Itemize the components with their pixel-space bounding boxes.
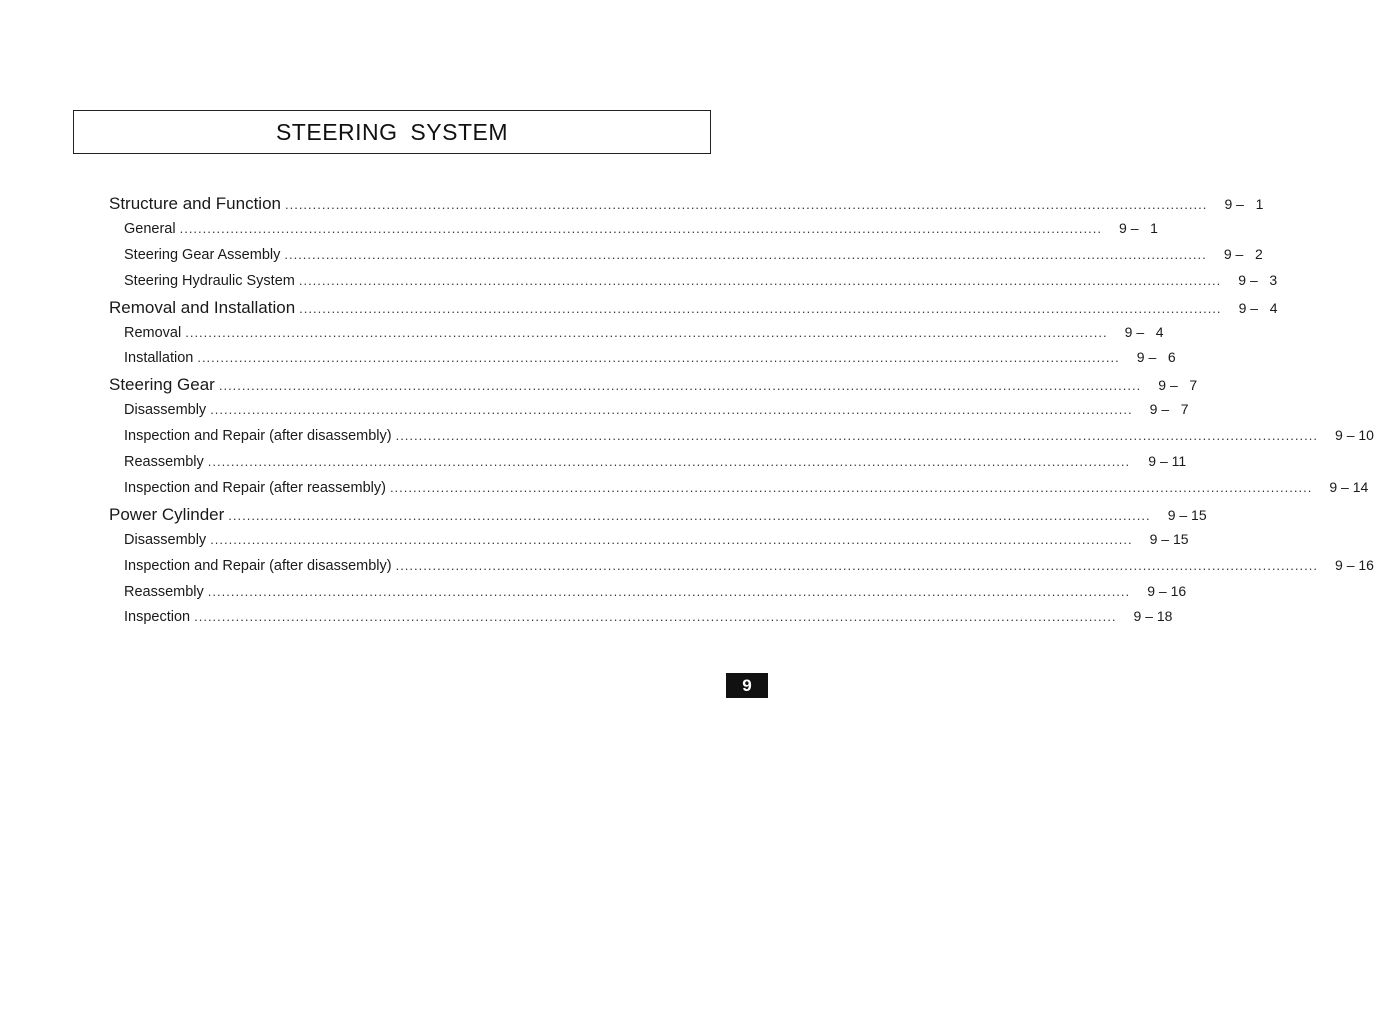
toc-entry-page: 9 – 4 — [1238, 299, 1278, 316]
toc-entry-label: Steering Gear — [109, 375, 215, 395]
toc-entry-page: 9 – 11 — [1148, 453, 1187, 469]
toc-entry-label: Steering Hydraulic System — [124, 272, 295, 289]
toc-leader-dots: ........................................................................................................................................................................................................ — [389, 479, 1313, 495]
toc-entry-label: Disassembly — [124, 402, 207, 419]
toc-entry-label: General — [124, 220, 176, 237]
toc-entry-page: 9 – 7 — [1149, 401, 1189, 418]
toc-subsection-entry[interactable] — [124, 219, 1158, 244]
toc-section-entry[interactable] — [109, 504, 1207, 529]
toc-subsection-entry[interactable] — [124, 478, 1369, 503]
section-tab — [726, 673, 768, 698]
toc-entry-page: 9 – 1 — [1119, 219, 1158, 236]
toc-subsection-entry[interactable] — [124, 582, 1187, 607]
toc-entry-page: 9 – 14 — [1329, 478, 1369, 495]
toc-entry-page: 9 – 7 — [1158, 377, 1198, 394]
toc-entry-label: Disassembly — [124, 531, 207, 548]
toc-leader-dots: ........................................................................................................................................................................................................ — [179, 220, 1102, 236]
toc-entry-page: 9 – 4 — [1124, 323, 1164, 340]
toc-leader-dots: ........................................................................................................................................................................................................ — [284, 197, 1208, 212]
toc-entry-page: 9 – 18 — [1133, 608, 1173, 625]
toc-leader-dots: ........................................................................................................................................................................................................ — [395, 557, 1318, 573]
toc-leader-dots: ........................................................................................................................................................................................................ — [207, 454, 1131, 469]
toc-entry-page: 9 – 15 — [1167, 506, 1207, 523]
toc-subsection-entry[interactable] — [124, 245, 1263, 270]
toc-subsection-entry[interactable] — [124, 427, 1374, 451]
toc-entry-page: 9 – 3 — [1238, 271, 1278, 288]
toc-entry-label: Inspection and Repair (after reassembly) — [124, 479, 386, 496]
page-title-box — [73, 110, 711, 154]
toc-leader-dots: ........................................................................................................................................................................................................ — [299, 300, 1222, 316]
toc-entry-page: 9 – 2 — [1223, 245, 1263, 262]
toc-entry-page: 9 – 16 — [1335, 556, 1374, 573]
toc-subsection-entry[interactable] — [124, 530, 1189, 555]
toc-entry-page: 9 – 1 — [1224, 196, 1264, 212]
toc-entry-label: Removal — [124, 324, 182, 341]
toc-entry-label: Reassembly — [124, 454, 204, 470]
toc-entry-label: Inspection — [124, 609, 191, 626]
toc-leader-dots: ........................................................................................................................................................................................................ — [185, 324, 1108, 340]
toc-entry-label: Removal and Installation — [109, 297, 296, 317]
page-title: STEERING SYSTEM — [275, 118, 509, 145]
toc-leader-dots: ........................................................................................................................................................................................................ — [197, 350, 1120, 366]
toc-leader-dots: ........................................................................................................................................................................................................ — [210, 402, 1133, 418]
toc-leader-dots: ........................................................................................................................................................................................................ — [284, 246, 1207, 262]
toc-subsection-entry[interactable] — [124, 608, 1173, 632]
toc-section-entry[interactable] — [109, 297, 1278, 322]
toc-leader-dots: ........................................................................................................................................................................................................ — [207, 583, 1131, 599]
toc-section-entry[interactable] — [109, 375, 1198, 399]
toc-subsection-entry[interactable] — [124, 271, 1278, 296]
toc-leader-dots: ........................................................................................................................................................................................................ — [218, 378, 1142, 394]
toc-subsection-entry[interactable] — [124, 401, 1189, 425]
toc-subsection-entry[interactable] — [124, 349, 1176, 373]
toc-subsection-entry[interactable] — [124, 453, 1187, 477]
toc-entry-page: 9 – 10 — [1335, 427, 1374, 444]
section-tab-number: 9 — [742, 675, 752, 695]
toc-entry-label: Reassembly — [124, 583, 204, 600]
toc-entry-page: 9 – 6 — [1136, 349, 1176, 366]
toc-entry-label: Structure and Function — [109, 194, 281, 213]
toc-leader-dots: ........................................................................................................................................................................................................ — [395, 428, 1318, 444]
toc-subsection-entry[interactable] — [124, 556, 1374, 581]
toc-subsection-entry[interactable] — [124, 323, 1164, 348]
toc-leader-dots: ........................................................................................................................................................................................................ — [298, 272, 1222, 288]
toc-entry-label: Installation — [124, 350, 194, 367]
toc-entry-page: 9 – 16 — [1147, 582, 1187, 599]
toc-entry-label: Steering Gear Assembly — [124, 246, 281, 263]
toc-section-entry[interactable] — [109, 194, 1264, 218]
toc-leader-dots: ........................................................................................................................................................................................................ — [210, 531, 1133, 547]
toc-entry-label: Inspection and Repair (after disassembly) — [124, 428, 392, 445]
toc-entry-label: Inspection and Repair (after disassembly) — [124, 557, 392, 574]
toc-leader-dots: ........................................................................................................................................................................................................ — [228, 507, 1151, 523]
toc-entry-label: Power Cylinder — [109, 504, 225, 524]
toc-leader-dots: ........................................................................................................................................................................................................ — [194, 609, 1117, 625]
toc-entry-page: 9 – 15 — [1149, 530, 1189, 547]
